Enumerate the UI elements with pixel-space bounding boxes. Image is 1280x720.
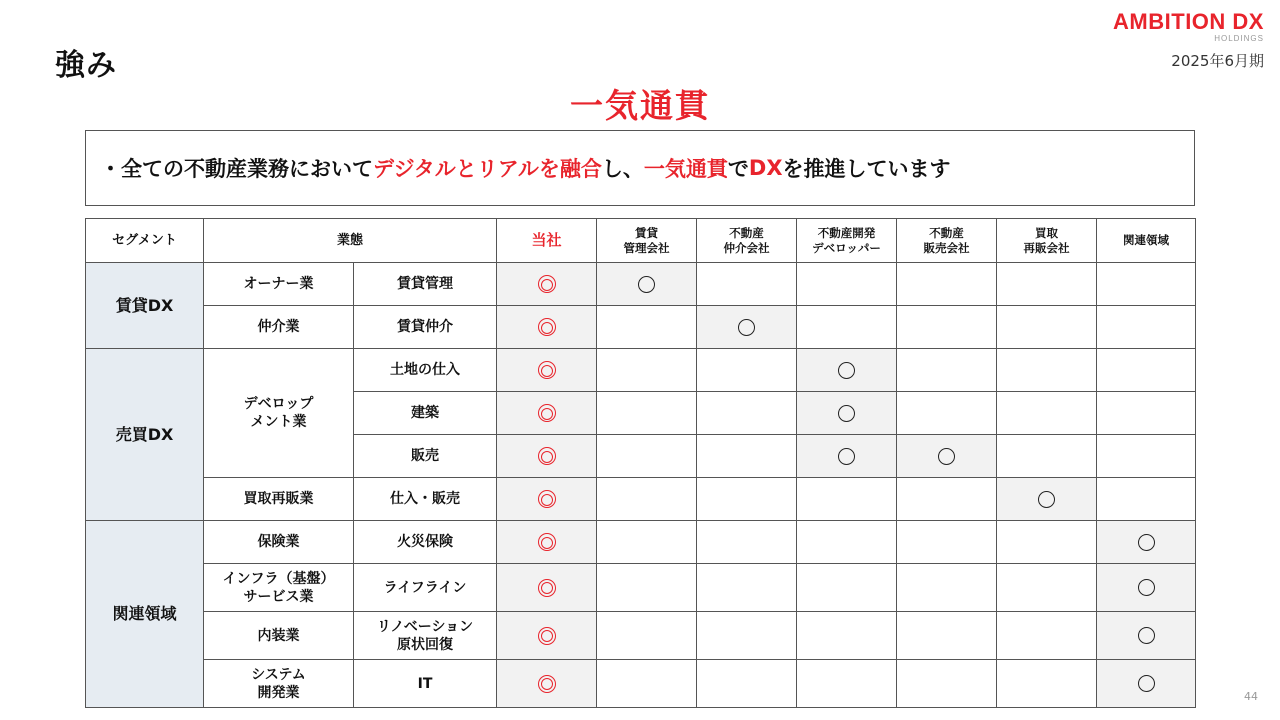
business-cell: 仕入・販売 xyxy=(354,478,497,521)
mark-cell xyxy=(897,263,997,306)
mark-cell xyxy=(697,349,797,392)
circle-icon xyxy=(838,405,855,422)
table-row xyxy=(86,564,1196,612)
business-cell: ライフライン xyxy=(354,564,497,612)
table-row xyxy=(86,478,1196,521)
self-cell xyxy=(497,564,597,612)
mark-cell xyxy=(697,392,797,435)
self-cell xyxy=(497,660,597,708)
business-cell: 火災保険 xyxy=(354,521,497,564)
double-circle-icon xyxy=(538,275,556,293)
table-row xyxy=(86,306,1196,349)
mark-cell xyxy=(797,263,897,306)
mark-cell xyxy=(597,349,697,392)
mark-cell xyxy=(897,435,997,478)
mark-cell xyxy=(997,349,1097,392)
mark-cell xyxy=(997,263,1097,306)
table-row xyxy=(86,612,1196,660)
mark-cell xyxy=(1097,435,1196,478)
category-cell: 保険業 xyxy=(204,521,354,564)
mark-cell xyxy=(797,521,897,564)
message-part: を推進しています xyxy=(782,157,951,181)
circle-icon xyxy=(1138,579,1155,596)
circle-icon xyxy=(1138,627,1155,644)
message-box xyxy=(85,130,1195,206)
mark-cell xyxy=(897,521,997,564)
double-circle-icon xyxy=(538,627,556,645)
business-cell: 土地の仕入 xyxy=(354,349,497,392)
mark-cell xyxy=(597,612,697,660)
table-row xyxy=(86,660,1196,708)
mark-cell xyxy=(697,306,797,349)
company-logo xyxy=(1113,10,1264,43)
mark-cell xyxy=(797,612,897,660)
self-cell xyxy=(497,612,597,660)
mark-cell xyxy=(1097,349,1196,392)
category-cell: インフラ（基盤） サービス業 xyxy=(204,564,354,612)
mark-cell xyxy=(897,564,997,612)
self-cell xyxy=(497,521,597,564)
mark-cell xyxy=(597,521,697,564)
double-circle-icon xyxy=(538,404,556,422)
message-part: ・全ての不動産業務において xyxy=(100,157,373,181)
double-circle-icon xyxy=(538,318,556,336)
business-cell: リノベーション 原状回復 xyxy=(354,612,497,660)
mark-cell xyxy=(597,564,697,612)
circle-icon xyxy=(838,448,855,465)
message-part: で xyxy=(727,157,749,181)
circle-icon xyxy=(1138,534,1155,551)
header-row xyxy=(86,219,1196,263)
business-cell: 賃貸管理 xyxy=(354,263,497,306)
header-company: 買取 再販会社 xyxy=(997,219,1097,263)
mark-cell xyxy=(697,660,797,708)
self-cell xyxy=(497,306,597,349)
mark-cell xyxy=(1097,564,1196,612)
circle-icon xyxy=(1038,491,1055,508)
circle-icon xyxy=(738,319,755,336)
segment-cell: 関連領域 xyxy=(86,521,204,708)
mark-cell xyxy=(997,478,1097,521)
category-cell: デベロップ メント業 xyxy=(204,349,354,478)
mark-cell xyxy=(697,478,797,521)
page-number: 44 xyxy=(1244,690,1258,703)
mark-cell xyxy=(697,435,797,478)
double-circle-icon xyxy=(538,533,556,551)
double-circle-icon xyxy=(538,579,556,597)
mark-cell xyxy=(1097,478,1196,521)
header-self: 当社 xyxy=(497,219,597,263)
double-circle-icon xyxy=(538,361,556,379)
business-cell: IT xyxy=(354,660,497,708)
circle-icon xyxy=(938,448,955,465)
mark-cell xyxy=(997,435,1097,478)
mark-cell xyxy=(797,306,897,349)
mark-cell xyxy=(697,263,797,306)
self-cell xyxy=(497,392,597,435)
mark-cell xyxy=(797,478,897,521)
self-cell xyxy=(497,478,597,521)
mark-cell xyxy=(597,263,697,306)
mark-cell xyxy=(997,392,1097,435)
segment-cell: 売買DX xyxy=(86,349,204,521)
mark-cell xyxy=(697,612,797,660)
mark-cell xyxy=(897,612,997,660)
table-row xyxy=(86,521,1196,564)
self-cell xyxy=(497,349,597,392)
mark-cell xyxy=(897,478,997,521)
mark-cell xyxy=(697,564,797,612)
mark-cell xyxy=(897,306,997,349)
double-circle-icon xyxy=(538,490,556,508)
fiscal-period: 2025年6月期 xyxy=(1171,52,1264,70)
mark-cell xyxy=(797,564,897,612)
mark-cell xyxy=(597,478,697,521)
category-cell: 買取再販業 xyxy=(204,478,354,521)
header-company: 不動産 仲介会社 xyxy=(697,219,797,263)
mark-cell xyxy=(897,660,997,708)
header-company: 賃貸 管理会社 xyxy=(597,219,697,263)
header-company: 不動産開発 デベロッパー xyxy=(797,219,897,263)
mark-cell xyxy=(1097,521,1196,564)
mark-cell xyxy=(1097,612,1196,660)
message-highlight: デジタルとリアルを融合 xyxy=(373,157,602,181)
circle-icon xyxy=(838,362,855,379)
logo-text: AMBITION DX xyxy=(1113,9,1264,34)
mark-cell xyxy=(597,306,697,349)
circle-icon xyxy=(638,276,655,293)
table-row xyxy=(86,349,1196,392)
mark-cell xyxy=(797,349,897,392)
category-cell: オーナー業 xyxy=(204,263,354,306)
mark-cell xyxy=(597,435,697,478)
mark-cell xyxy=(697,521,797,564)
category-cell: 内装業 xyxy=(204,612,354,660)
mark-cell xyxy=(997,521,1097,564)
mark-cell xyxy=(897,392,997,435)
category-cell: 仲介業 xyxy=(204,306,354,349)
mark-cell xyxy=(997,660,1097,708)
header-company: 関連領域 xyxy=(1097,219,1196,263)
mark-cell xyxy=(997,612,1097,660)
segment-cell: 賃貸DX xyxy=(86,263,204,349)
business-cell: 建築 xyxy=(354,392,497,435)
header-business: 業態 xyxy=(204,219,497,263)
double-circle-icon xyxy=(538,447,556,465)
mark-cell xyxy=(1097,263,1196,306)
mark-cell xyxy=(597,660,697,708)
mark-cell xyxy=(1097,660,1196,708)
mark-cell xyxy=(797,392,897,435)
header-segment: セグメント xyxy=(86,219,204,263)
message-highlight: 一気通貫 xyxy=(643,157,728,181)
mark-cell xyxy=(897,349,997,392)
business-cell: 賃貸仲介 xyxy=(354,306,497,349)
double-circle-icon xyxy=(538,675,556,693)
header-company: 不動産 販売会社 xyxy=(897,219,997,263)
logo-subtext: HOLDINGS xyxy=(1214,34,1264,43)
mark-cell xyxy=(997,564,1097,612)
mark-cell xyxy=(1097,306,1196,349)
mark-cell xyxy=(797,435,897,478)
headline: 一気通貫 xyxy=(570,86,710,125)
circle-icon xyxy=(1138,675,1155,692)
mark-cell xyxy=(1097,392,1196,435)
self-cell xyxy=(497,435,597,478)
business-cell: 販売 xyxy=(354,435,497,478)
message-part: し、 xyxy=(601,157,644,181)
table-row xyxy=(86,263,1196,306)
self-cell xyxy=(497,263,597,306)
mark-cell xyxy=(997,306,1097,349)
message-highlight: DX xyxy=(748,156,783,180)
mark-cell xyxy=(597,392,697,435)
business-matrix-table xyxy=(85,218,1196,708)
page-title: 強み xyxy=(55,48,117,83)
mark-cell xyxy=(797,660,897,708)
category-cell: システム 開発業 xyxy=(204,660,354,708)
